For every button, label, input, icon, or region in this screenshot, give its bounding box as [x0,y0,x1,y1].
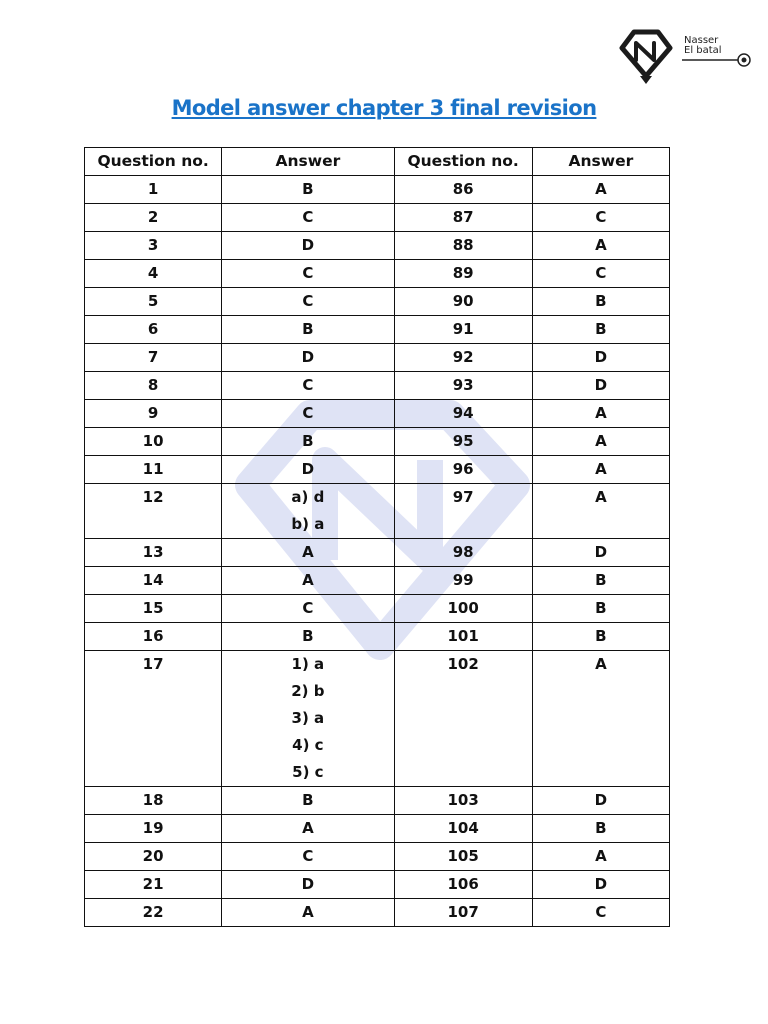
question-number-cell: 11 [85,456,222,484]
answer-cell: A [532,456,669,484]
answer-cell [222,539,394,567]
answer-cell [222,344,394,372]
answer-line: B [302,180,314,198]
answer-cell [222,204,394,232]
table-row [85,428,670,456]
question-number-cell: 100 [394,595,532,623]
table-row [85,344,670,372]
header-question-no: Question no. [85,148,222,176]
question-number-cell: 91 [394,316,532,344]
table-row [85,176,670,204]
answer-line: C [302,376,314,394]
answer-line: A [302,819,314,837]
question-number-cell: 15 [85,595,222,623]
question-number-cell: 12 [85,484,222,539]
answer-cell [222,400,394,428]
answer-cell: C [532,260,669,288]
question-number-cell: 92 [394,344,532,372]
answer-line: B [302,320,314,338]
answer-cell: A [532,232,669,260]
answer-line: C [302,264,314,282]
question-number-cell: 8 [85,372,222,400]
answer-cell [222,176,394,204]
logo-text [684,36,722,56]
table-row [85,372,670,400]
answer-cell: C [532,899,669,927]
answer-cell: B [532,623,669,651]
table-row [85,204,670,232]
answer-line: a) d [291,488,325,506]
answer-line: D [301,460,315,478]
logo-line-2: El batal [684,45,722,56]
question-number-cell: 21 [85,871,222,899]
answer-line: 2) b [291,682,325,700]
question-number-cell: 99 [394,567,532,595]
answer-table [84,147,670,927]
answer-line: C [302,404,314,422]
question-number-cell: 104 [394,815,532,843]
answer-line: C [302,292,314,310]
table-header-row [85,148,670,176]
question-number-cell: 7 [85,344,222,372]
answer-cell [222,456,394,484]
table-row [85,232,670,260]
answer-line: C [302,847,314,865]
answer-cell [222,623,394,651]
answer-cell: A [532,651,669,787]
question-number-cell: 106 [394,871,532,899]
question-number-cell: 14 [85,567,222,595]
answer-cell [222,484,394,539]
answer-cell [222,428,394,456]
question-number-cell: 93 [394,372,532,400]
page-title: Model answer chapter 3 final revision [171,96,597,120]
table-row [85,595,670,623]
question-number-cell: 18 [85,787,222,815]
question-number-cell: 86 [394,176,532,204]
brand-logo [614,26,758,86]
answer-line: 1) a [291,655,325,673]
header-answer-2: Answer [532,148,669,176]
answer-line: D [301,348,315,366]
question-number-cell: 101 [394,623,532,651]
question-number-cell: 105 [394,843,532,871]
question-number-cell: 13 [85,539,222,567]
answer-line: A [302,903,314,921]
question-number-cell: 20 [85,843,222,871]
answer-cell [222,843,394,871]
answer-line: C [302,599,314,617]
question-number-cell: 103 [394,787,532,815]
question-number-cell: 19 [85,815,222,843]
table-row [85,456,670,484]
answer-line: D [301,236,315,254]
answer-cell: A [532,843,669,871]
header-question-no-2: Question no. [394,148,532,176]
answer-line: 4) c [292,736,324,754]
answer-cell: D [532,871,669,899]
answer-cell [222,871,394,899]
question-number-cell: 102 [394,651,532,787]
table-row [85,260,670,288]
question-number-cell: 3 [85,232,222,260]
answer-cell [222,567,394,595]
answer-cell [222,651,394,787]
answer-cell [222,232,394,260]
table-row [85,623,670,651]
answer-cell [222,787,394,815]
question-number-cell: 16 [85,623,222,651]
table-row [85,651,670,787]
answer-cell: B [532,316,669,344]
answer-cell [222,899,394,927]
answer-line: b) a [291,515,325,533]
answer-cell: A [532,484,669,539]
question-number-cell: 2 [85,204,222,232]
logo-line-1: Nasser [684,35,719,46]
answer-line: 5) c [292,763,324,781]
table-row [85,843,670,871]
answer-cell: A [532,400,669,428]
table-row [85,567,670,595]
answer-cell: B [532,815,669,843]
answer-cell [222,316,394,344]
answer-line: B [302,627,314,645]
answer-cell: A [532,428,669,456]
answer-line: B [302,791,314,809]
question-number-cell: 10 [85,428,222,456]
answer-cell: B [532,567,669,595]
question-number-cell: 4 [85,260,222,288]
table-row [85,484,670,539]
answer-cell: D [532,787,669,815]
table-row [85,899,670,927]
question-number-cell: 6 [85,316,222,344]
question-number-cell: 96 [394,456,532,484]
question-number-cell: 1 [85,176,222,204]
answer-cell [222,288,394,316]
table-row [85,316,670,344]
answer-line: A [302,543,314,561]
answer-line: C [302,208,314,226]
answer-line: A [302,571,314,589]
question-number-cell: 89 [394,260,532,288]
table-row [85,815,670,843]
question-number-cell: 107 [394,899,532,927]
table-row [85,288,670,316]
answer-cell: B [532,595,669,623]
question-number-cell: 94 [394,400,532,428]
answer-cell: A [532,176,669,204]
table-row [85,871,670,899]
answer-line: D [301,875,315,893]
question-number-cell: 5 [85,288,222,316]
question-number-cell: 97 [394,484,532,539]
table-row [85,400,670,428]
table-row [85,539,670,567]
question-number-cell: 87 [394,204,532,232]
answer-cell: C [532,204,669,232]
question-number-cell: 9 [85,400,222,428]
table-row [85,787,670,815]
question-number-cell: 88 [394,232,532,260]
answer-cell [222,815,394,843]
question-number-cell: 98 [394,539,532,567]
answer-line: B [302,432,314,450]
answer-cell: D [532,344,669,372]
question-number-cell: 22 [85,899,222,927]
answer-cell: D [532,539,669,567]
header-answer: Answer [222,148,394,176]
answer-cell: D [532,372,669,400]
question-number-cell: 90 [394,288,532,316]
question-number-cell: 17 [85,651,222,787]
answer-line: 3) a [291,709,325,727]
answer-cell [222,595,394,623]
answer-cell: B [532,288,669,316]
answer-cell [222,260,394,288]
answer-cell [222,372,394,400]
question-number-cell: 95 [394,428,532,456]
